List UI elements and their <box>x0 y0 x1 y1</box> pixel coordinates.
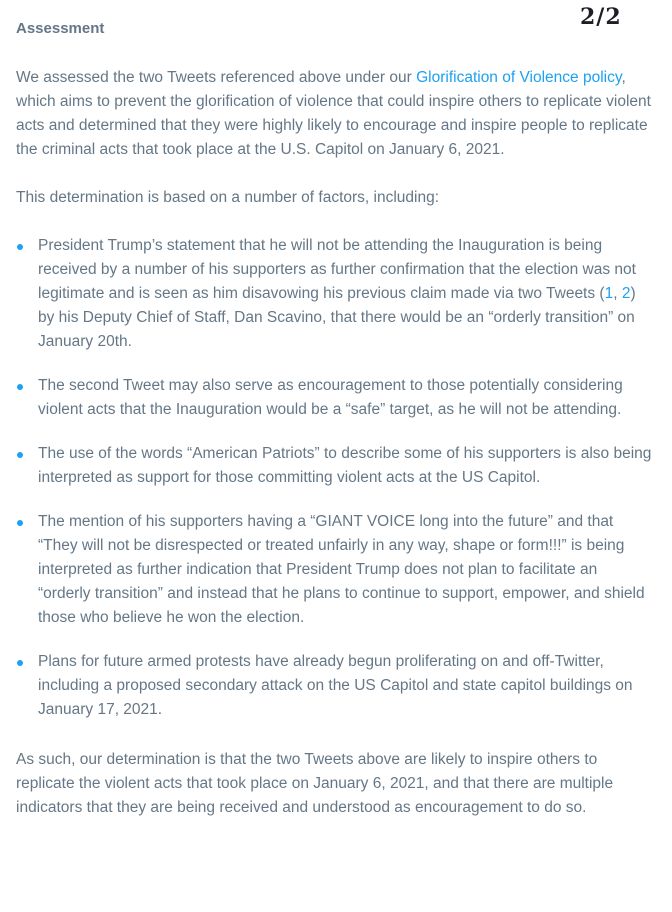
list-item <box>16 234 652 354</box>
glorification-policy-link[interactable]: Glorification of Violence policy <box>416 69 622 86</box>
list-item <box>16 510 652 630</box>
factors-intro: This determination is based on a number of factors, including: <box>16 189 440 206</box>
intro-paragraph <box>16 66 652 162</box>
list-item <box>16 650 652 722</box>
tweet-link-2[interactable]: 2 <box>621 285 631 302</box>
bullet-text-end: ) by his Deputy Chief of Staff, Dan Scavino, that there would be an “orderly transition” on January 20th. <box>38 285 636 350</box>
bullet-text: The use of the words “American Patriots” to describe some of his supporters is also being interpreted as support for those committing violent acts at the US Capitol. <box>38 445 652 486</box>
bullet-icon <box>17 452 23 458</box>
bullet-icon <box>17 244 23 250</box>
tweet-link-1[interactable]: 1 <box>604 285 614 302</box>
bullet-text: President Trump’s statement that he will not be attending the Inauguration is being received by a number of his supporters as further confirmation that the election was not legitimate and is seen as him disavowing his previous claim made via two Tweets ( <box>38 237 636 302</box>
bullet-text: The second Tweet may also serve as encouragement to those potentially considering violent acts that the Inauguration would be a “safe” target, as he will not be attending. <box>38 377 623 418</box>
page-marker: 2/2 <box>580 4 622 30</box>
intro-text-after: , which aims to prevent the glorification of violence that could inspire others to replicate violent acts and determined that they were highly likely to encourage and inspire people to replicate the criminal acts that took place at the U.S. Capitol on January 6, 2021. <box>16 69 651 158</box>
bullet-icon <box>17 660 23 666</box>
bullet-icon <box>17 384 23 390</box>
list-item <box>16 374 652 422</box>
conclusion-paragraph: As such, our determination is that the two Tweets above are likely to inspire others to replicate the violent acts that took place on January 6, 2021, and that there are multiple indicators that they are being received and understood as encouragement to do so. <box>16 751 614 816</box>
list-item <box>16 442 652 490</box>
section-heading: Assessment <box>16 20 105 37</box>
bullet-icon <box>17 520 23 526</box>
bullet-text: Plans for future armed protests have already begun proliferating on and off-Twitter, including a proposed secondary attack on the US Capitol and state capitol buildings on January 17, 2021. <box>38 653 633 718</box>
assessment-section <box>16 18 652 820</box>
link-separator: , <box>613 285 622 302</box>
factors-list <box>16 234 652 722</box>
bullet-text: The mention of his supporters having a “GIANT VOICE long into the future” and that “They will not be disrespected or treated unfairly in any way, shape or form!!!” is being interpreted as further indication that President Trump does not plan to facilitate an “orderly transition” and instead that he plans to continue to support, empower, and shield those who believe he won the election. <box>38 513 645 626</box>
intro-text-before: We assessed the two Tweets referenced above under our <box>16 69 417 86</box>
